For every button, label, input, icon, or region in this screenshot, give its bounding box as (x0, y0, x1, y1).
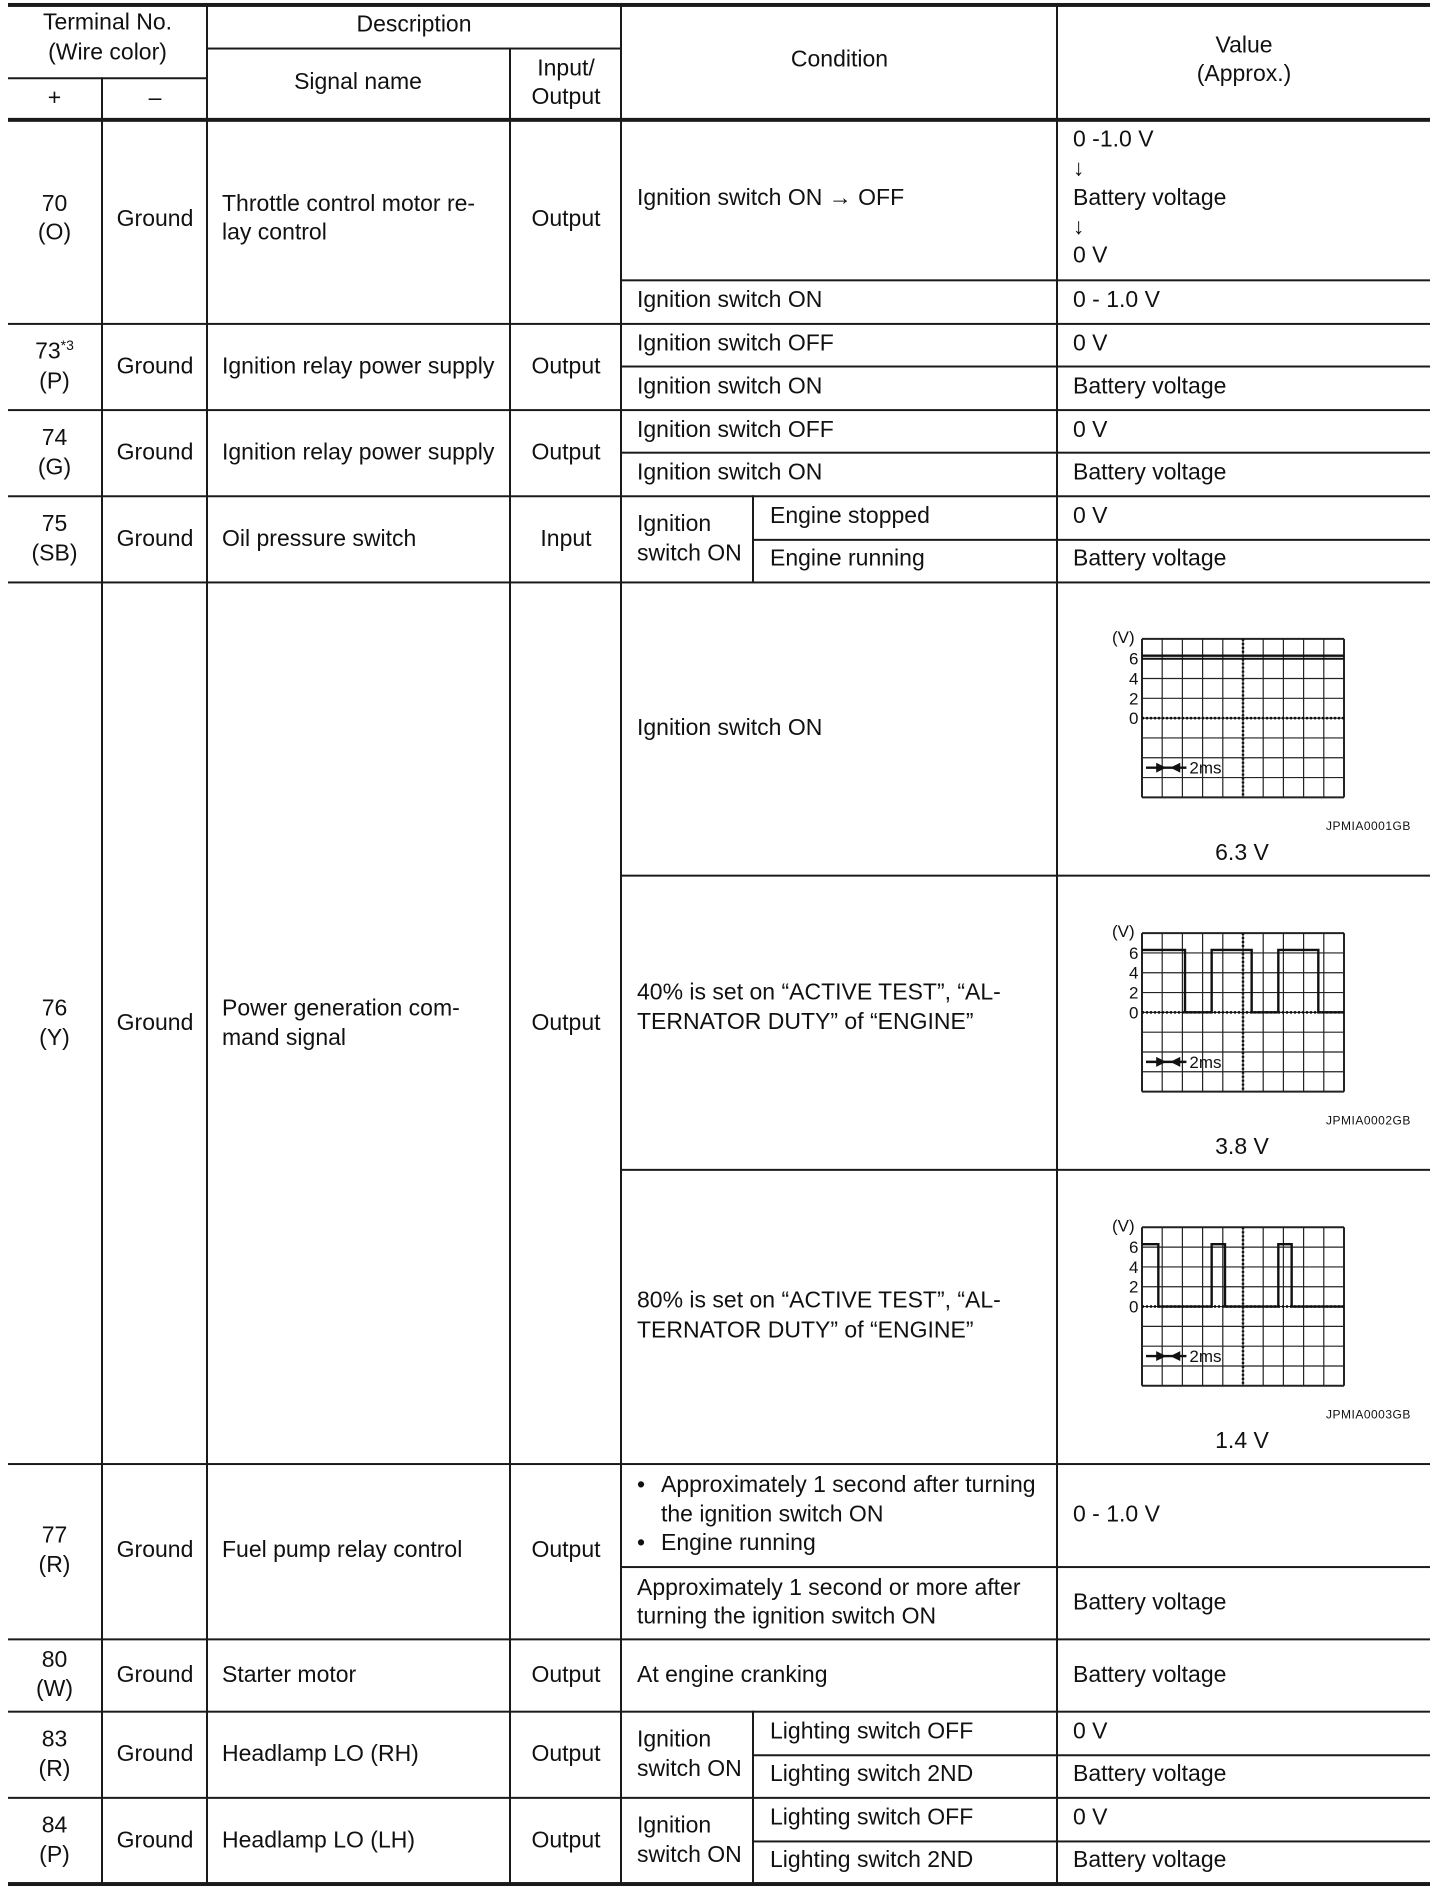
condition: Ignition switch ON (637, 714, 823, 740)
ground-terminal: Ground (116, 524, 194, 551)
signal-name: Ignition relay power supply (222, 438, 495, 465)
rule (8, 1711, 1430, 1713)
terminal-number-text: 73 (35, 337, 61, 364)
condition: Ignition switch ON (637, 372, 823, 399)
header-value-approx: (Approx.) (1196, 60, 1292, 87)
tick-label: 6 (1129, 1238, 1139, 1258)
wire-color: (P) (39, 1841, 70, 1868)
bullet-icon: • (637, 1470, 646, 1497)
rule (206, 3, 208, 1884)
footnote-marker: *3 (60, 337, 74, 353)
wire-color: (Y) (39, 1024, 70, 1050)
terminal-number: 83 (41, 1725, 68, 1752)
ground-terminal: Ground (116, 1009, 194, 1036)
ground-terminal: Ground (116, 205, 194, 231)
terminal-number: 77 (41, 1521, 68, 1548)
condition: Ignition switch ON → OFF (637, 184, 905, 210)
rule (621, 1566, 1430, 1568)
signal-name: Starter motor (222, 1661, 357, 1687)
ground-terminal: Ground (116, 1661, 194, 1687)
io-type: Output (531, 438, 601, 465)
tick-label: 2 (1129, 689, 1139, 709)
ground-terminal: Ground (116, 352, 194, 379)
value: 0 - 1.0 V (1073, 286, 1160, 313)
bullet-icon: • (637, 1529, 646, 1556)
figure-code: JPMIA0003GB (1326, 1407, 1411, 1422)
wire-color: (G) (37, 453, 72, 480)
condition: Lighting switch 2ND (770, 1760, 974, 1786)
condition: Engine stopped (770, 502, 930, 528)
rule (621, 452, 1430, 454)
tick-label: 0 (1129, 709, 1139, 729)
time-label: 2ms (1189, 1347, 1222, 1366)
condition: Ignition switch OFF (637, 416, 834, 442)
signal-name-cont: mand signal (222, 1024, 347, 1050)
signal-name: Power generation com- (222, 994, 460, 1021)
condition: Ignition switch ON (637, 286, 823, 313)
signal-name-cont: lay control (222, 218, 327, 245)
header-value: Value (1215, 31, 1273, 58)
rule (621, 279, 1430, 281)
signal-name: Oil pressure switch (222, 524, 417, 551)
figure-code: JPMIA0001GB (1326, 819, 1411, 834)
arrow-down-icon: ↓ (1073, 212, 1085, 239)
signal-name: Headlamp LO (LH) (222, 1826, 416, 1853)
condition: Engine running (770, 544, 925, 571)
condition: At engine cranking (637, 1661, 828, 1687)
io-type: Output (531, 352, 601, 379)
rule (8, 1638, 1430, 1640)
tick-label: 4 (1129, 963, 1139, 983)
time-label: 2ms (1189, 1052, 1222, 1072)
value: Battery voltage (1073, 184, 1227, 210)
rule (621, 366, 1430, 368)
value: 0 V (1073, 241, 1108, 268)
condition: Lighting switch OFF (770, 1803, 974, 1830)
signal-name: Ignition relay power supply (222, 352, 495, 379)
io-type: Output (531, 1661, 601, 1687)
condition: Approximately 1 second or more after (637, 1573, 1021, 1600)
value: Battery voltage (1073, 1760, 1227, 1786)
io-type: Output (531, 205, 601, 231)
condition-cont: TERNATOR DUTY” of “ENGINE” (637, 1008, 974, 1035)
condition-group: Ignition (637, 1811, 712, 1838)
terminal-number: 70 (41, 190, 68, 216)
ground-terminal: Ground (116, 1536, 194, 1563)
signal-name: Fuel pump relay control (222, 1536, 463, 1563)
terminal-number: 74 (41, 423, 68, 450)
condition-group: Ignition (637, 1725, 712, 1752)
condition-group-cont: switch ON (637, 1841, 742, 1868)
tick-label: 2 (1129, 1277, 1139, 1297)
value: Battery voltage (1073, 1588, 1227, 1615)
value: Battery voltage (1073, 1846, 1227, 1873)
condition: Ignition switch OFF (637, 329, 834, 356)
rule (621, 1169, 1430, 1171)
header-terminal: Terminal No. (42, 8, 173, 35)
condition: Lighting switch OFF (770, 1717, 974, 1744)
condition-cont: TERNATOR DUTY” of “ENGINE” (637, 1316, 974, 1343)
tick-label: 0 (1129, 1297, 1139, 1317)
condition-group: Ignition (637, 510, 712, 536)
tick-label: 6 (1129, 649, 1139, 669)
rule (753, 539, 1430, 541)
header-description: Description (356, 10, 472, 37)
rule (8, 495, 1430, 497)
io-type: Output (531, 1826, 601, 1853)
header-wire-color: (Wire color) (48, 38, 167, 65)
oscilloscope-waveform (1100, 624, 1350, 802)
ground-terminal: Ground (116, 1740, 194, 1767)
figure-code: JPMIA0002GB (1326, 1113, 1411, 1128)
arrow-down-icon: ↓ (1073, 154, 1085, 181)
time-marker-arrow (1156, 1351, 1166, 1361)
rule (101, 77, 103, 1884)
condition: 80% is set on “ACTIVE TEST”, “AL- (637, 1286, 1001, 1313)
table-top-rule (8, 3, 1430, 7)
value: 6.3 V (1215, 839, 1269, 865)
header-io-1: Input/ (537, 54, 595, 81)
value: 0 V (1073, 502, 1108, 528)
value: 0 V (1073, 1803, 1108, 1830)
io-type: Output (531, 1009, 601, 1036)
wire-color: (P) (39, 367, 70, 394)
rule (621, 875, 1430, 877)
condition: Approximately 1 second after turning (661, 1470, 1036, 1497)
time-marker-arrow (1170, 1057, 1180, 1067)
value: Battery voltage (1073, 372, 1227, 399)
rule (753, 1840, 1430, 1842)
signal-name: Headlamp LO (RH) (222, 1740, 419, 1767)
rule (8, 1463, 1430, 1465)
header-condition: Condition (790, 45, 889, 72)
ground-terminal: Ground (116, 438, 194, 465)
tick-label: 2 (1129, 983, 1139, 1003)
oscilloscope-waveform (1100, 918, 1350, 1096)
header-plus: + (47, 84, 62, 110)
value: Battery voltage (1073, 544, 1227, 571)
io-type: Input (540, 524, 592, 551)
condition-group-cont: switch ON (637, 539, 742, 566)
time-marker-arrow (1156, 1057, 1166, 1067)
terminal-number: 84 (41, 1811, 68, 1838)
value: 0 V (1073, 1717, 1108, 1744)
tick-label: 0 (1129, 1003, 1139, 1023)
condition: Ignition switch ON (637, 458, 823, 485)
axis-unit: (V) (1112, 627, 1135, 647)
rule (8, 1797, 1430, 1799)
oscilloscope-waveform (1100, 1212, 1350, 1390)
io-type: Output (531, 1536, 601, 1563)
wire-color: (W) (35, 1675, 74, 1701)
signal-name: Throttle control motor re- (222, 190, 476, 216)
rule (8, 323, 1430, 325)
time-marker-arrow (1156, 763, 1166, 773)
condition: Engine running (661, 1529, 816, 1556)
header-io-2: Output (531, 83, 601, 109)
condition: Lighting switch 2ND (770, 1846, 974, 1873)
value: 3.8 V (1215, 1133, 1269, 1159)
terminal-number: 75 (41, 510, 68, 536)
wire-color: (R) (38, 1755, 71, 1782)
condition-cont: turning the ignition switch ON (637, 1602, 937, 1629)
axis-unit: (V) (1112, 922, 1135, 942)
time-label: 2ms (1189, 758, 1222, 778)
wire-color: (SB) (31, 539, 78, 566)
value: 0 V (1073, 416, 1108, 442)
rule (8, 581, 1430, 583)
rule (8, 77, 207, 79)
value: 0 -1.0 V (1073, 125, 1154, 152)
condition-group-cont: switch ON (637, 1755, 742, 1782)
header-minus: – (148, 84, 162, 110)
rule (752, 495, 754, 581)
rule (752, 1711, 754, 1884)
terminal-number: 80 (41, 1646, 68, 1673)
value: 0 V (1073, 329, 1108, 356)
rule (8, 409, 1430, 411)
condition-cont: the ignition switch ON (661, 1500, 884, 1527)
rule (620, 3, 622, 1884)
rule (1056, 3, 1058, 1884)
time-marker-arrow (1170, 1351, 1180, 1361)
time-marker-arrow (1170, 763, 1180, 773)
rule (207, 48, 621, 50)
axis-unit: (V) (1112, 1216, 1135, 1236)
tick-label: 4 (1129, 1257, 1139, 1277)
value: Battery voltage (1073, 1661, 1227, 1687)
tick-label: 4 (1129, 669, 1139, 689)
table-bottom-rule (8, 1882, 1430, 1886)
terminal-number: 76 (41, 994, 68, 1021)
terminal-number (8, 337, 101, 366)
value: Battery voltage (1073, 458, 1227, 485)
value: 1.4 V (1215, 1427, 1269, 1454)
condition: 40% is set on “ACTIVE TEST”, “AL- (637, 978, 1001, 1005)
wire-color: (O) (37, 218, 72, 245)
wire-color: (R) (38, 1551, 71, 1577)
rule (753, 1754, 1430, 1756)
tick-label: 6 (1129, 943, 1139, 963)
value: 0 - 1.0 V (1073, 1500, 1160, 1527)
io-type: Output (531, 1740, 601, 1767)
rule (509, 48, 511, 1884)
header-signal-name: Signal name (294, 68, 422, 95)
header-bottom-rule (8, 118, 1430, 122)
ground-terminal: Ground (116, 1826, 194, 1853)
